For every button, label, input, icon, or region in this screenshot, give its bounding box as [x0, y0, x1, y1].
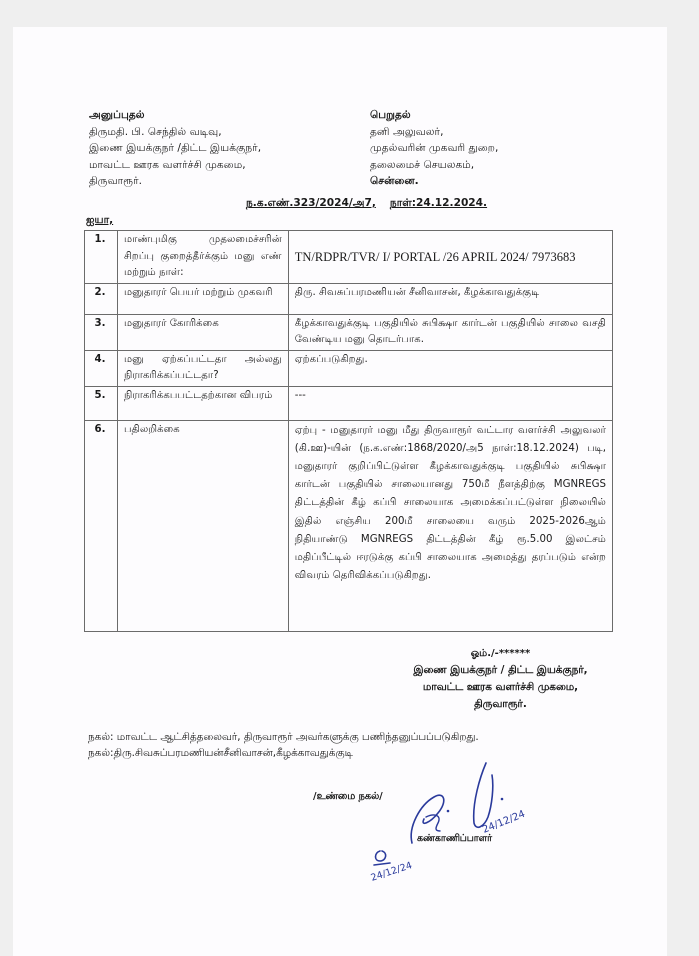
supervisor-label: கண்காணிப்பாளர் — [417, 833, 492, 844]
letter-page — [13, 27, 667, 956]
recipient-line: சென்னை. — [370, 175, 419, 187]
row-label: பதிலறிக்கை — [117, 420, 288, 631]
row-number: 2. — [85, 283, 118, 314]
true-copy-label: /உண்மை நகல்/ — [313, 791, 383, 802]
sender-heading: அனுப்புதல் — [89, 109, 145, 121]
table-row — [85, 420, 613, 631]
recipient-line: தனி அலுவலர், — [370, 125, 444, 138]
sender-line: திருவாரூர். — [89, 175, 143, 187]
row-value: TN/RDPR/TVR/ I/ PORTAL /26 APRIL 2024/ 7973683 — [288, 231, 612, 284]
table-row — [85, 231, 613, 284]
table-row — [85, 314, 613, 350]
recipient-line: முதல்வரின் முகவரி துறை, — [370, 142, 499, 154]
row-number: 6. — [85, 420, 118, 631]
row-label: மனுதாரர் கோரிக்கை — [117, 314, 288, 350]
signatory-line: மாவட்ட ஊரக வளர்ச்சி முகமை, — [422, 681, 579, 693]
sender-line: மாவட்ட ஊரக வளர்ச்சி முகமை, — [89, 158, 246, 171]
copy-to-item: நகல்: மாவட்ட ஆட்சித்தலைவர், திருவாரூர் அவர்களுக்கு பணிந்தனுப்பப்படுகிறது. — [88, 731, 479, 743]
salutation: ஐயா, — [86, 214, 114, 226]
signature-stroke — [474, 763, 493, 827]
handwritten-signature — [368, 757, 548, 857]
row-label: நிராகரிக்கபபட்டதற்கான விபரம் — [117, 386, 288, 420]
recipient-line: தலைமைச் செயலகம், — [370, 158, 475, 171]
row-value: ஏற்பு - மனுதாரர் மனு மீது திருவாரூர் வட்டார வளர்ச்சி அலுவலர் (கி.ஊ)-யின் (ந.க.எண்:1868/2020/அ5 நாள்:18.12.2024) படி, மனுதாரர் குறிப்பிட்டுள்ள கீழக்காவதுக்குடி பகுதியில் சுபிக்ஷா கார்டன் பகுதியில் சாலையானது 750மீ நீளத்திற்கு MGNREGS திட்டத்தின் கீழ் கப்பி சாலையாக அமைக்கப்பட்டுள்ள நிலையில் இதில் எஞ்சிய 200மீ சாலையை வரும் 2025-2026ஆம் நிதியாண்டு MGNREGS திட்டத்தின் கீழ் ரூ.5.00 இலட்சம் மதிப்பீட்டில் ஈரடுக்கு கப்பி சாலையாக அமைத்து தரப்படும் என்ற விவரம் தெரிவிக்கப்படுகிறது. — [288, 420, 612, 631]
row-number: 1. — [85, 231, 118, 284]
row-number: 3. — [85, 314, 118, 350]
sender-address — [89, 107, 261, 190]
handwritten-initial — [368, 845, 448, 895]
row-number: 4. — [85, 350, 118, 386]
row-label: மாண்புமிகு முதலமைச்சரின் சிறப்பு குறைத்தீர்க்கும் மனு எண் மற்றும் நாள்: — [117, 231, 288, 284]
reference-line — [246, 197, 487, 210]
table-row — [85, 386, 613, 420]
signature-date: 24/12/24 — [481, 808, 527, 836]
initial-stroke — [374, 851, 390, 865]
signature-dot — [501, 798, 504, 801]
signatory-line: திருவாரூர். — [474, 698, 527, 710]
sender-line: திருமதி. பி. செந்தில் வடிவு, — [89, 125, 222, 138]
recipient-heading: பெறுதல் — [370, 109, 411, 121]
signatory-block — [378, 645, 623, 713]
reference-number: ந.க.எண்.323/2024/அ7, — [246, 197, 376, 209]
reference-date: நாள்:24.12.2024. — [389, 197, 488, 209]
table-row — [85, 283, 613, 314]
signed-mark: ஓம்./-****** — [470, 648, 531, 659]
initial-date: 24/12/24 — [369, 860, 414, 884]
table-row — [85, 350, 613, 386]
row-value: ஏற்கப்படுகிறது. — [288, 350, 612, 386]
signatory-line: இணை இயக்குநர் / திட்ட இயக்குநர், — [413, 664, 588, 676]
row-label: மனு ஏற்கப்பட்டதா அல்லது நிராகரிக்கப்பட்டதா? — [117, 350, 288, 386]
petition-details-table — [84, 230, 613, 632]
signature-dot — [447, 810, 450, 813]
copy-to-item: நகல்:திரு.சிவசுப்பரமணியன்சீனிவாசன்,கீழக்காவதுக்குடி — [88, 747, 353, 759]
row-label: மனுதாரர் பெயர் மற்றும் முகவரி — [117, 283, 288, 314]
row-number: 5. — [85, 386, 118, 420]
row-value: திரு. சிவசுப்பரமணியன் சீனிவாசன், கீழக்காவதுக்குடி — [288, 283, 612, 314]
row-value: கீழக்காவதுக்குடி பகுதியில் சுபிக்ஷா கார்டன் பகுதியில் சாலை வசதி வேண்டிய மனு தொடர்பாக. — [288, 314, 612, 350]
row-value: --- — [288, 386, 612, 420]
recipient-address — [370, 107, 498, 190]
sender-line: இணை இயக்குநர் /திட்ட இயக்குநர், — [89, 142, 262, 154]
